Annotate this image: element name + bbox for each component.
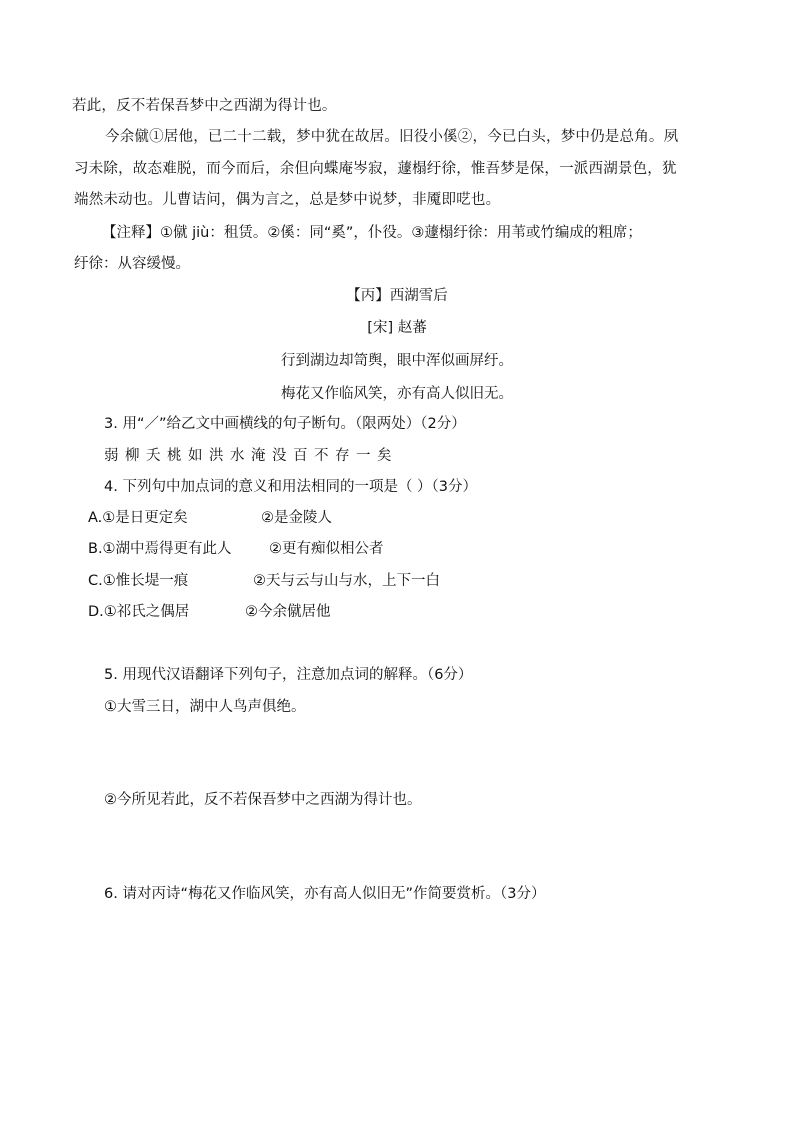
question-4-option-a (88, 508, 688, 528)
option-d-second: ②今余僦居他 (245, 604, 331, 620)
question-4-option-c (88, 571, 688, 591)
question-5-item-2: ②今所见若此，反不若保吾梦中之西湖为得计也。 (104, 792, 422, 808)
question-3-prompt: 3. 用“／”给乙文中画横线的句子断句。（限两处）（2分） (104, 416, 466, 432)
poem-author: [宋] 赵蕃 (367, 320, 427, 336)
question-4-option-d (88, 602, 688, 622)
poem-line-2: 梅花又作临风笑，亦有高人似旧无。 (281, 386, 513, 402)
poem-line-1: 行到湖边却笥舆，眼中浑似画屏纡。 (281, 353, 513, 369)
passage-line-3: 习未除，故态难脱，而今而后，余但向蝶庵岑寂，蘧榻纡徐，惟吾梦是保，一派西湖景色，犹 (74, 161, 677, 177)
question-6-prompt: 6. 请对丙诗“梅花又作临风笑，亦有高人似旧无”作简要赏析。（3分） (104, 886, 546, 902)
poem-title: 【丙】西湖雪后 (346, 288, 448, 304)
notes-line-2: 纡徐：从容缓慢。 (74, 256, 190, 272)
question-5-item-1: ①大雪三日，湖中人鸟声俱绝。 (104, 699, 306, 715)
passage-line-2: 今余僦①居他，已二十二载，梦中犹在故居。旧役小傒②，今已白头，梦中仍是总角。夙 (105, 129, 679, 145)
option-a-second: ②是金陵人 (261, 510, 332, 526)
question-5-prompt: 5. 用现代汉语翻译下列句子，注意加点词的解释。（6分） (104, 667, 473, 683)
option-a-first: A.①是日更定矣 (88, 510, 188, 526)
question-4-option-b (88, 539, 688, 559)
option-d-first: D.①祁氏之偶居 (88, 604, 190, 620)
notes-line-1: 【注释】①僦 jiù：租赁。②傒：同“奚”，仆役。③蘧榻纡徐：用苇或竹编成的粗席； (102, 225, 642, 241)
option-c-first: C.①惟长堤一痕 (88, 573, 189, 589)
option-c-second: ②天与云与山与水，上下一白 (253, 573, 440, 589)
passage-line-4: 端然未动也。儿曹诘问，偶为言之，总是梦中说梦，非魇即呓也。 (74, 192, 501, 208)
passage-line-1: 若此，反不若保吾梦中之西湖为得计也。 (72, 98, 337, 114)
question-4-prompt: 4. 下列句中加点词的意义和用法相同的一项是（ ）（3分） (104, 479, 478, 495)
question-3-sentence: 弱柳夭桃如洪水淹没百不存一矣 (104, 448, 398, 464)
option-b-first: B.①湖中焉得更有此人 (88, 541, 232, 557)
option-b-second: ②更有痴似相公者 (269, 541, 384, 557)
